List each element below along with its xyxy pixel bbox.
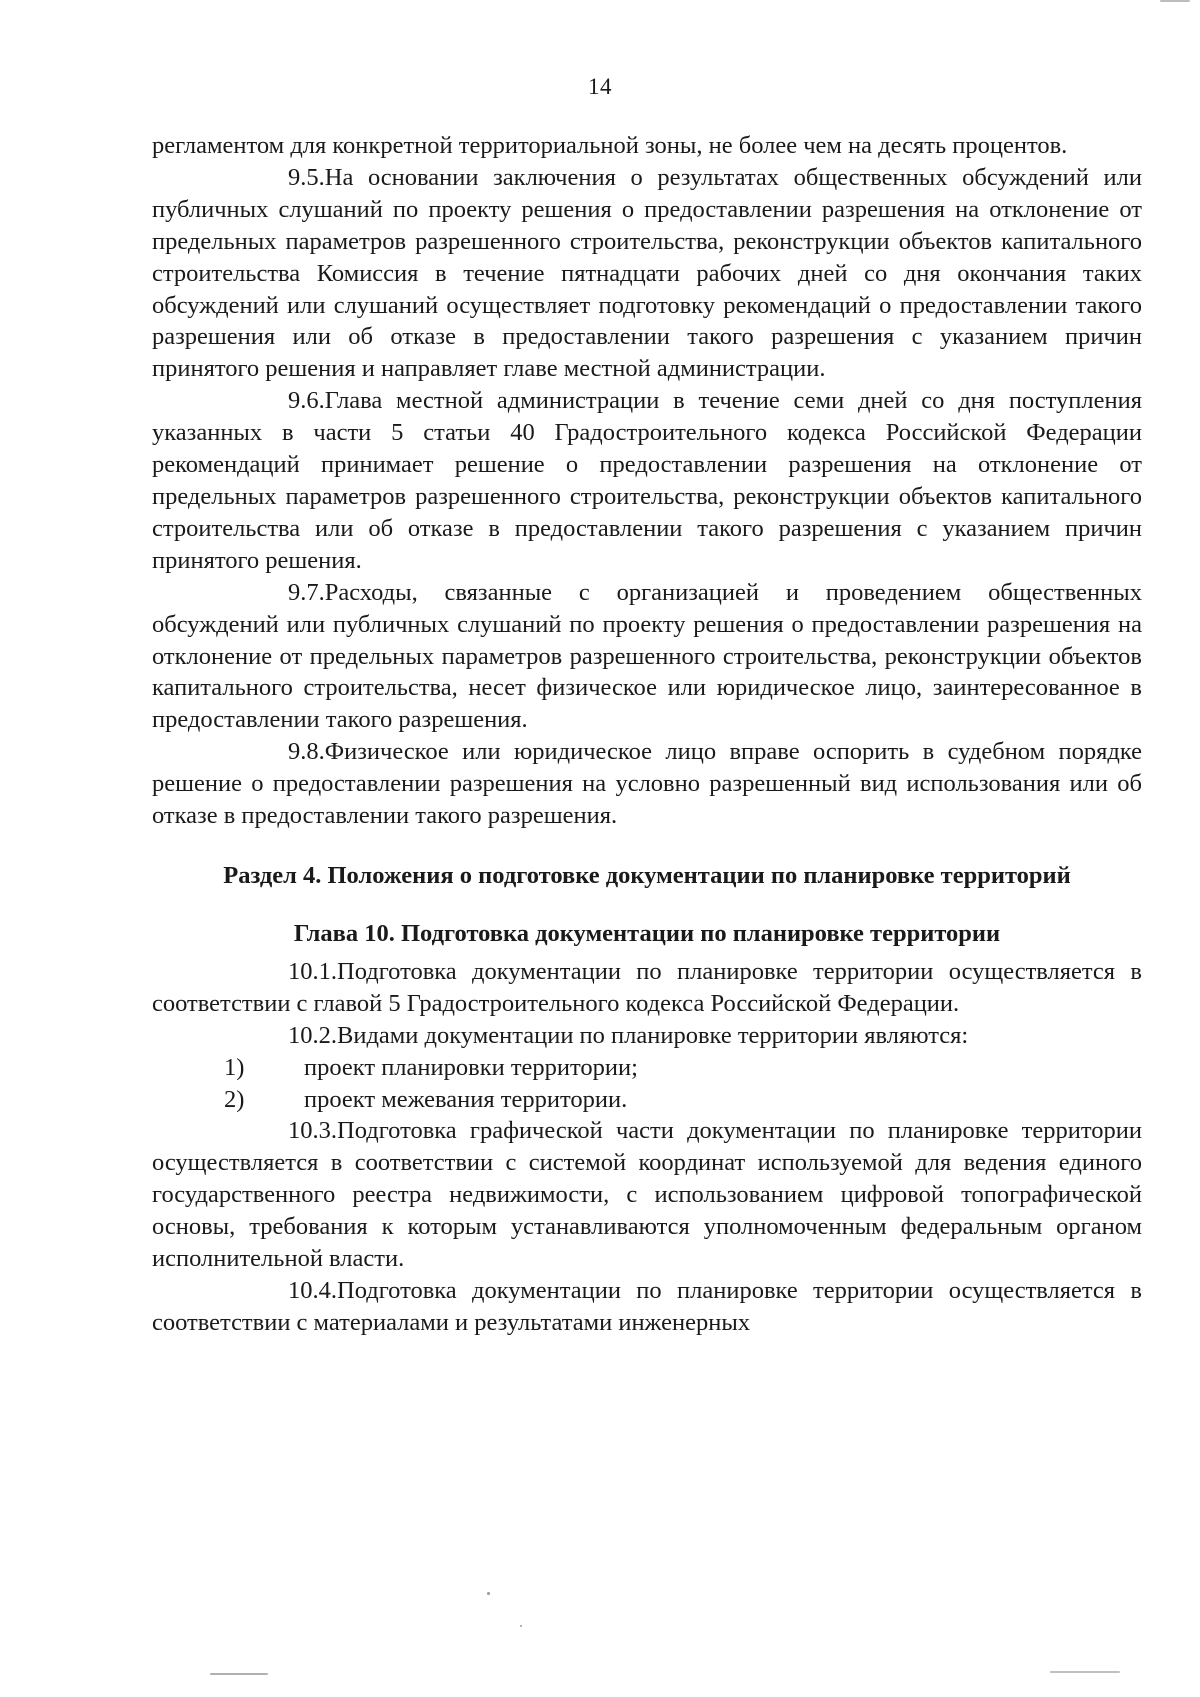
paragraph-9-8 bbox=[152, 736, 1142, 832]
list-item-text: проект межевания территории. bbox=[304, 1085, 628, 1113]
paragraph-9-6 bbox=[152, 385, 1142, 576]
scan-artifact bbox=[520, 1625, 522, 1627]
paragraph-10-1 bbox=[152, 956, 1142, 1020]
paragraph-10-3 bbox=[152, 1115, 1142, 1275]
page-number: 14 bbox=[588, 74, 612, 99]
paragraph-text: Глава местной администрации в течение семи дней со дня поступления указанных в части 5 статьи 40 Градостроительного кодекса Российской Федерации рекомендаций принимает решение о предоставлении разрешения на отклонение от предельных параметров разрешенного строительства, реконструкции объектов капитального строительства или об отказе в предоставлении такого разрешения с указанием причин принятого решения. bbox=[152, 387, 1142, 574]
paragraph-10-4 bbox=[152, 1275, 1142, 1339]
continuation-paragraph: регламентом для конкретной территориальной зоны, не более чем на десять процентов. bbox=[152, 132, 1068, 159]
scan-artifact bbox=[487, 1592, 490, 1595]
paragraph-text: Подготовка графической части документации по планировке территории осуществляется в соответствии с системой координат используемой для ведения единого государственного реестра недвижимости, с использованием цифровой топографической основы, требования к которым устанавливаются уполномоченным федеральным органом исполнительной власти. bbox=[152, 1117, 1142, 1273]
page-body bbox=[152, 130, 1142, 1339]
list-item bbox=[152, 1052, 1142, 1084]
paragraph-text: Расходы, связанные с организацией и проведением общественных обсуждений или публичных слушаний по проекту решения о предоставлении разрешения на отклонение от предельных параметров разрешенного строительства, реконструкции объектов капитального строительства, несет физическое или юридическое лицо, заинтересованное в предоставлении такого разрешения. bbox=[152, 578, 1142, 734]
paragraph-10-2 bbox=[152, 1020, 1142, 1052]
list-item bbox=[152, 1084, 1142, 1116]
paragraph-text: Подготовка документации по планировке территории осуществляется в соответствии с материалами и результатами инженерных bbox=[152, 1277, 1142, 1336]
paragraph-9-5 bbox=[152, 162, 1142, 385]
scan-artifact bbox=[1050, 1671, 1120, 1673]
list-item-text: проект планировки территории; bbox=[304, 1053, 638, 1081]
paragraph-number: 10.4. bbox=[288, 1277, 337, 1304]
paragraph-number: 9.6. bbox=[288, 387, 325, 415]
paragraph-number: 9.5. bbox=[288, 163, 325, 191]
section-title: Раздел 4. Положения о подготовке документации по планировке территорий bbox=[223, 861, 1071, 889]
paragraph-text: На основании заключения о результатах общественных обсуждений или публичных слушаний по проекту решения о предоставлении разрешения на отклонение от предельных параметров разрешенного строительства, реконструкции объектов капитального строительства Комиссия в течение пятнадцати рабочих дней со дня окончания таких обсуждений или слушаний осуществляет подготовку рекомендаций о предоставлении такого разрешения или об отказе в предоставлении такого разрешения с указанием причин принятого решения и направляет главе местной администрации. bbox=[152, 163, 1142, 383]
paragraph-number: 9.8. bbox=[288, 738, 325, 766]
scan-artifact bbox=[210, 1673, 268, 1675]
paragraph-number: 10.1. bbox=[288, 957, 337, 985]
scan-artifact bbox=[1160, 0, 1190, 2]
list-item-number: 2) bbox=[224, 1085, 245, 1113]
paragraph-9-7 bbox=[152, 577, 1142, 737]
chapter-title: Глава 10. Подготовка документации по планировке территории bbox=[293, 919, 1001, 947]
paragraph-number: 9.7. bbox=[288, 578, 325, 606]
paragraph-text: Видами документации по планировке территории являются: bbox=[337, 1021, 969, 1049]
paragraph-text: Подготовка документации по планировке территории осуществляется в соответствии с главой 5 Градостроительного кодекса Российской Федерации. bbox=[152, 957, 1142, 1017]
paragraph-text: Физическое или юридическое лицо вправе оспорить в судебном порядке решение о предоставлении разрешения на условно разрешенный вид использования или об отказе в предоставлении такого разрешения. bbox=[152, 738, 1142, 830]
paragraph-number: 10.2. bbox=[288, 1021, 337, 1049]
paragraph-number: 10.3. bbox=[288, 1117, 337, 1145]
list-item-number: 1) bbox=[224, 1053, 245, 1081]
